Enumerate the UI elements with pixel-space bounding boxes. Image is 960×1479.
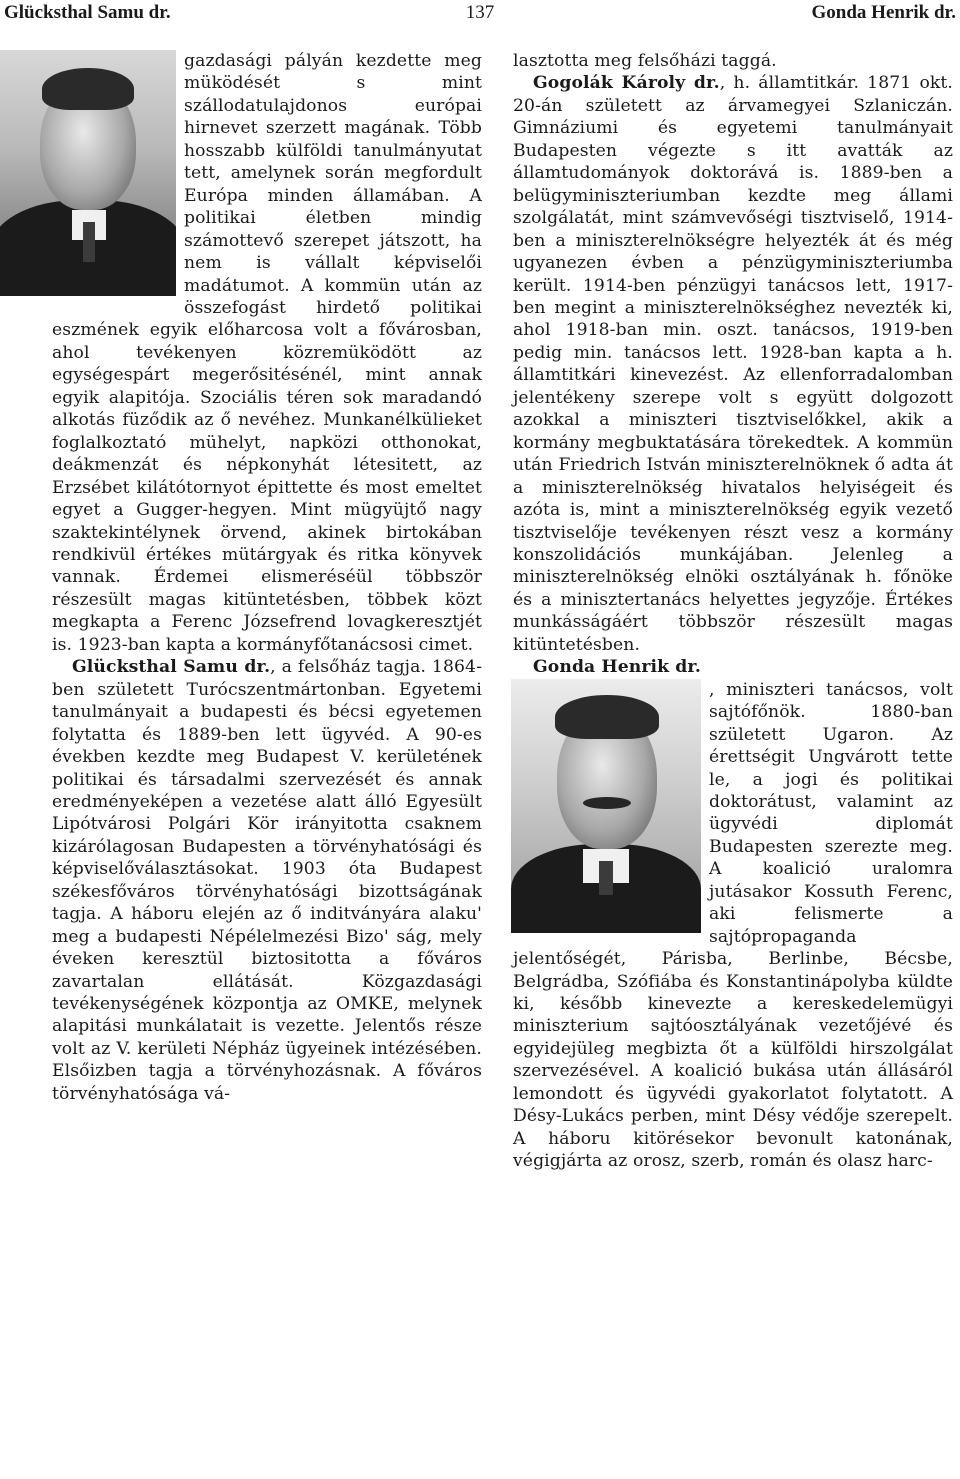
- entry-name-gonda: Gonda Henrik dr.: [533, 657, 702, 678]
- entry-text-glucksthal: , a felsőház tagja. 1864-ben született Turócszentmártonban. Egyetemi tanulmányait a budapesti és bécsi egyetemen folytatta és 1889-ben lett ügyvéd. A 90-es években kezdte meg Budapest V. kerületének politikai és társadalmi szervezését és annak eredményeképen a vezetése alatt álló Egyesült Lipótvárosi Polgári Kör irányitotta csaknem kizárólagosan Budapesten a törvényhatósági és képviselőválasztásokat. 1903 óta Budapest székesfőváros törvényhatósági bizottságának tagja. A háboru elején az ő inditványára alaku' meg a budapesti Népélelmezési Bizo' ság, mely éveken keresztül biztositotta a főváros zavartalan ellátását. Közgazdasági tevékenységének központja az OMKE, melynek alapitási munkálatait is vezette. Jelentős része volt az V. kerületi Népház ügyeinek intézésében. Elsőizben tagja a törvényhozásnak. A főváros törvényhatósága vá-: [52, 657, 482, 1104]
- paragraph-gonda-body: , miniszteri tanácsos, volt sajtófőnök. 1880-ban született Ugaron. Az érettségit Ungvárott tette le, a jogi és politikai doktorátust, valamint az ügyvédi diplomát Budapesten szerezte meg. A koalició uralomra jutásakor Kossuth Ferenc, aki felismerte a sajtópropaganda jelentőségét, Párisba, Berlinbe, Bécsbe, Belgrádba, Szófiába és Konstantinápolyba küldte ki, később kinevezte a kereskedelemügyi miniszterium sajtóosztályának vezetőjévé és egyidejüleg megbizta őt a külföldi hirszolgálat szervezésével. A koalició bukása után állásáról lemondott és ügyvédi gyakorlatot folytatott. A Désy-Lukács perben, mint Désy védője szerepelt. A háboru kitörésekor bevonult katonának, végigjárta az orosz, szerb, román és olasz harc-: [513, 679, 953, 1172]
- entry-name-glucksthal: Glücksthal Samu dr.: [72, 657, 271, 678]
- portrait-mustache: [583, 797, 631, 809]
- paragraph-gogolak: [513, 72, 953, 656]
- paragraph-continuation: lasztotta meg felsőházi taggá.: [513, 51, 777, 71]
- left-column: [52, 50, 482, 1105]
- page-header: [4, 2, 956, 32]
- portrait-tie: [83, 222, 95, 262]
- portrait-tie: [599, 861, 613, 895]
- header-left-name: Glücksthal Samu dr.: [4, 2, 171, 23]
- portrait-photo-left: [0, 50, 176, 296]
- entry-text-gogolak: , h. államtitkár. 1871 okt. 20-án született az árvamegyei Szlaniczán. Gimnáziumi és egyetemi tanulmányait Budapesten végezte s itt avatták az államtudományok doktorává is. 1889-ben a belügyminiszteriumban kezdte meg állami szolgálatát, mint számvevőségi tisztviselő, 1914-ben a miniszterelnökségre helyezték át és még ugyanezen évben a pénzügyminiszteriumba került. 1914-ben pénzügyi tanácsos lett, 1917-ben megint a miniszterelnökséghez nevezték ki, ahol 1918-ban min. oszt. tanácsos, 1919-ben pedig min. tanácsos lett. 1928-ban kapta a h. államtitkári kinevezést. Az ellenforradalomban jelentékeny szerepe volt s együtt dolgozott azokkal a miniszteri tisztviselőkkel, akik a kormány megbuktatására törekedtek. A kommün után Friedrich István miniszterelnöknek ő adta át a miniszterelnökség hivatalos helyiségeit és azóta is, mint a miniszterelnökség egyik vezető tisztviselője tevékenyen részt vesz a kormány konszolidációs munkájában. Jelenleg a miniszterelnökség elnöki osztályának h. főnöke és a minisztertanács helyettes jegyzője. Értékes munkásságáért többször részesült magas kitüntetésben.: [513, 73, 953, 655]
- portrait-hair: [555, 695, 659, 739]
- entry-name-gogolak: Gogolák Károly dr.: [533, 73, 720, 94]
- portrait-hair: [42, 68, 134, 110]
- page-number: 137: [465, 2, 495, 23]
- portrait-photo-right: [511, 679, 701, 933]
- paragraph-glucksthal: [52, 656, 482, 1105]
- header-right-name: Gonda Henrik dr.: [811, 2, 956, 23]
- paragraph-gonda: [513, 656, 953, 678]
- paragraph-intro: gazdasági pályán kezdette meg müködését s mint szállodatulajdonos európai hirnevet szerzett magának. Több hosszabb külföldi tanulmányutat tett, amelynek során megfordult Európa minden államában. A politikai életben mindig számottevő szerepet játszott, ha nem is vállalt képviselői madátumot. A kommün után az összefogást hirdető politikai eszmének egyik előharcosa volt a fővárosban, ahol tevékenyen közremüködött az egységespárt megerősitésénél, mint annak egyik alapitója. Szociális téren sok maradandó alkotás füződik az ő nevéhez. Munkanélkülieket foglalkoztató mühelyt, napközi otthonokat, deákmenzát és népkonyhát létesitett, az Erzsébet kilátótornyot épittette és most emeltet egyet a Gugger-hegyen. Mint mügyüjtő nagy szaktekintélynek örvend, akinek birtokában rendkivül értékes mütárgyak és ritka könyvek vannak. Érdemei elismeréséül többször részesült magas kitüntetésben, többek közt megkapta a Ferenc Józsefrend lovagkeresztjét is. 1923-ban kapta a kormányfőtanácsosi cimet.: [52, 51, 482, 655]
- right-column: [513, 50, 953, 1173]
